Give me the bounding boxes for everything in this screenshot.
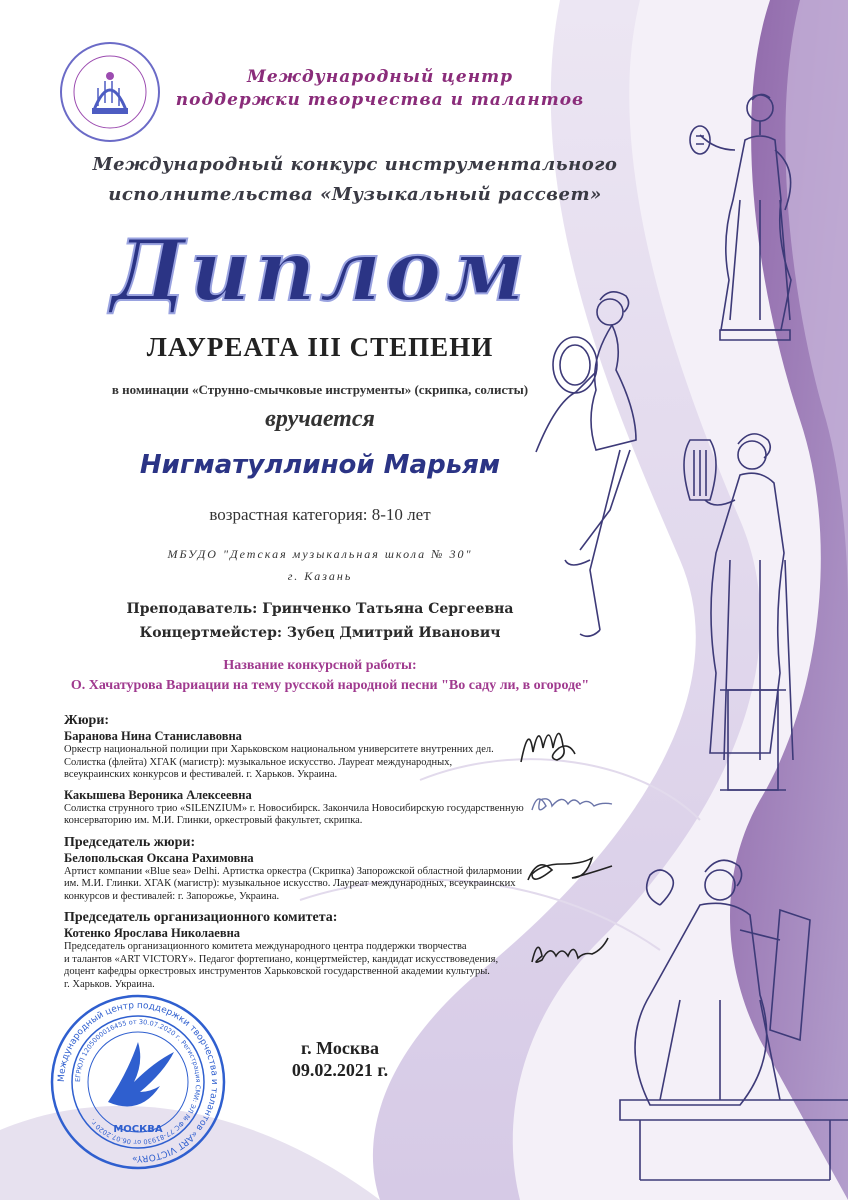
stamp-city: МОСКВА <box>113 1124 163 1135</box>
recipient-name: Нигматуллиной Марьям <box>139 450 501 480</box>
jury-member-description: Солистка струнного трио «SILENZIUM» г. Новосибирск. Закончила Новосибирскую государственную консерваторию им. М.И. Глинки, оркестровый факультет, скрипка. <box>64 802 524 826</box>
nomination-text: в номинации «Струнно-смычковые инструменты» (скрипка, солисты) <box>111 382 529 397</box>
jury-chair-label: Председатель жюри: <box>64 834 196 850</box>
jury-chair-description: Артист компании «Blue sea» Delhi. Артистка оркестра (Скрипка) Запорожской областной филармонии им. М.И. Глинки. ХГАК (магистр): музыкальное искусство. Лауреат международных, всеукраинских конкурсов и фестивалей: г. Запорожье, Украина. <box>64 865 523 902</box>
jury-chair-name: Белопольская Оксана Рахимовна <box>64 850 254 865</box>
jury-label: Жюри: <box>64 713 110 728</box>
organization-line-2: поддержки творчества и талантов <box>175 90 585 110</box>
school-city: г. Казань <box>287 569 353 583</box>
committee-chair-description: Председатель организационного комитета международного центра поддержки творчества и талантов «ART VICTORY». Педагог фортепиано, концертмейстер, кандидат искусствоведения, доцент кафедры оркестровых инструментов Харьковской государственной академии культуры. г. Харьков. Украина. <box>64 941 499 990</box>
contest-line-2: исполнительства «Музыкальный рассвет» <box>108 184 602 205</box>
stamp-outer-text: Международный центр поддержки творчества и талантов «ART VICTORY» <box>56 1000 220 1164</box>
city: г. Москва <box>301 1038 379 1058</box>
issue-date: 09.02.2021 г. <box>291 1060 389 1080</box>
contest-title <box>70 150 640 210</box>
jury-member-name: Какышева Вероника Алексеевна <box>64 787 252 802</box>
committee-chair-name: Котенко Ярослава Николаевна <box>64 926 241 940</box>
bird-emblem <box>108 1042 174 1106</box>
signature-baranova <box>515 712 585 776</box>
accompanist-line: Концертмейстер: Зубец Дмитрий Иванович <box>139 625 501 641</box>
art-victory-logo <box>58 40 162 144</box>
signature-kakysheva <box>528 780 628 824</box>
jury-section <box>64 712 534 997</box>
signature-belopolskaya <box>520 850 620 898</box>
signature-kotenko <box>522 926 612 976</box>
diploma-heading-text: Диплом <box>110 222 530 320</box>
work-label: Название конкурсной работы: <box>223 658 417 673</box>
laureate-degree: ЛАУРЕАТА III СТЕПЕНИ <box>146 332 494 362</box>
official-stamp <box>48 992 228 1172</box>
school-info <box>40 543 600 587</box>
awarded-text: вручается <box>265 406 375 432</box>
school-name: МБУДО "Детская музыкальная школа № 30" <box>167 547 473 561</box>
committee-chair-label: Председатель организационного комитета: <box>64 910 338 925</box>
organization-line-1: Международный центр <box>247 67 513 87</box>
jury-member-description: Оркестр национальной полиции при Харьковском национальном университете внутренних дел. Солистка (флейта) ХГАК (магистр): музыкальное искусство. Лауреат международных, всеукраинских конкурсов и фестивалей. г. Харьков. Украина. <box>64 744 494 780</box>
teacher-line: Преподаватель: Гринченко Татьяна Сергеевна <box>126 601 514 617</box>
stamp-inner-text: ЕГРЮЛ 1205000016455 от 30.07.2020 г. Регистрация СМИ: ЭЛ № ФС 77-81930 от 06.07.2020 г. <box>73 1017 203 1147</box>
age-category: возрастная категория: 8-10 лет <box>209 505 431 524</box>
organization-title <box>170 66 590 112</box>
contest-line-1: Международный конкурс инструментального <box>92 154 618 175</box>
work-title: О. Хачатурова Вариации на тему русской народной песни "Во саду ли, в огороде" <box>70 678 590 693</box>
jury-member-name: Баранова Нина Станиславовна <box>64 729 242 743</box>
diploma-heading <box>50 222 590 322</box>
